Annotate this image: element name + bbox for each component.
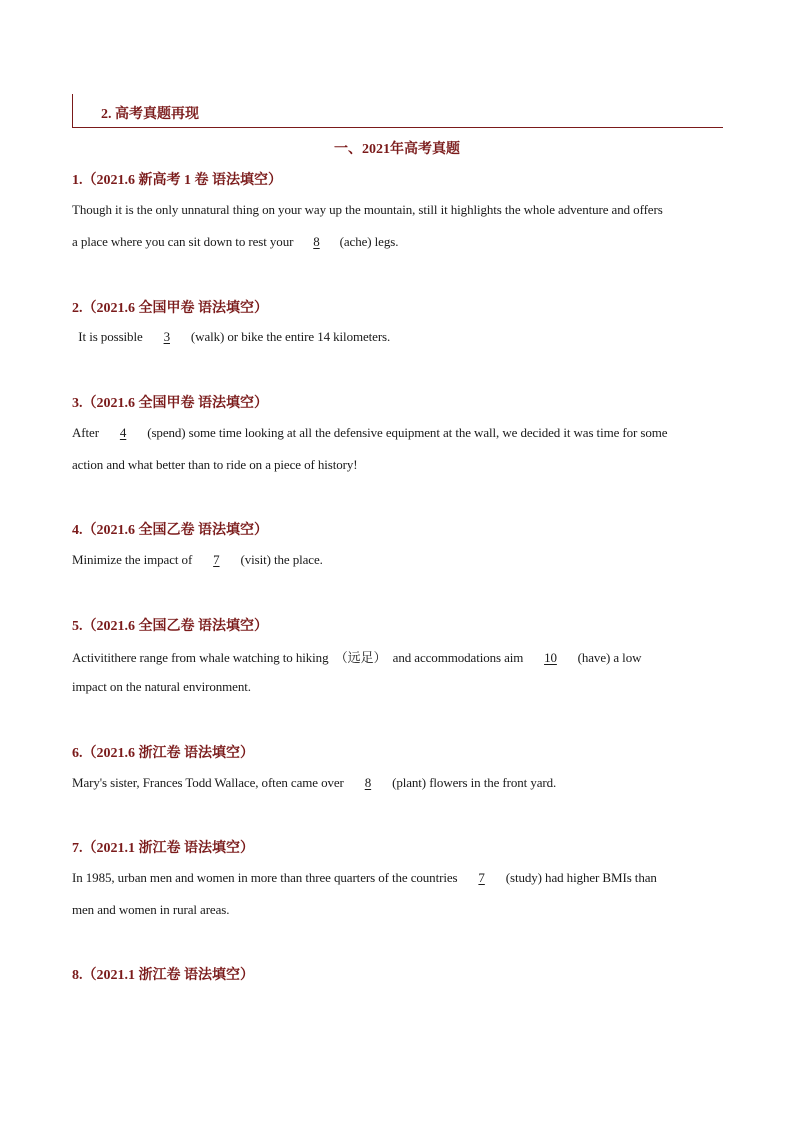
question-5-text-3: impact on the natural environment. <box>72 679 251 694</box>
question-4-text-2: (visit) the place. <box>237 552 323 567</box>
question-5-text: Activitithere range from whale watching to hiking （远足） and accommodations aim <box>72 650 527 665</box>
question-3-text-2: (spend) some time looking at all the defensive equipment at the wall, we decided it was time for some <box>144 425 668 440</box>
question-1-line-2 <box>72 234 398 250</box>
question-3-blank: 4 <box>119 425 127 440</box>
question-2-text: It is possible <box>72 329 146 344</box>
question-7-line-1 <box>72 870 657 886</box>
question-6-text: Mary's sister, Frances Todd Wallace, often came over <box>72 775 347 790</box>
question-7-text-3: men and women in rural areas. <box>72 902 230 917</box>
question-5-line-2 <box>72 679 251 695</box>
question-1-heading: 1.（2021.6 新高考 1 卷 语法填空） <box>72 173 282 188</box>
question-1-blank: 8 <box>313 234 320 249</box>
question-5-text-2: (have) a low <box>574 650 642 665</box>
question-6-heading: 6.（2021.6 浙江卷 语法填空） <box>72 746 254 761</box>
question-3-line-2 <box>72 457 358 473</box>
question-1-text: Though it is the only unnatural thing on your way up the mountain, still it highlights the whole adventure and offers <box>72 202 663 217</box>
question-4-line-1 <box>72 552 323 568</box>
question-1-text-3: (ache) legs. <box>336 234 399 249</box>
question-7-text-2: (study) had higher BMIs than <box>502 870 657 885</box>
section-header: 2. 高考真题再现 <box>101 107 199 122</box>
question-5-line-1 <box>72 647 641 666</box>
section-header-box <box>72 94 723 128</box>
question-3-heading: 3.（2021.6 全国甲卷 语法填空） <box>72 396 268 411</box>
question-3-text: After <box>72 425 103 440</box>
sub-title: 一、2021年高考真题 <box>334 142 460 157</box>
question-5-blank: 10 <box>544 650 557 665</box>
question-4-heading: 4.（2021.6 全国乙卷 语法填空） <box>72 523 268 538</box>
question-1-text-2: a place where you can sit down to rest your <box>72 234 297 249</box>
question-7-text: In 1985, urban men and women in more than three quarters of the countries <box>72 870 461 885</box>
question-6-blank: 8 <box>364 775 372 790</box>
question-8-heading: 8.（2021.1 浙江卷 语法填空） <box>72 968 254 983</box>
question-5-heading: 5.（2021.6 全国乙卷 语法填空） <box>72 619 268 634</box>
question-3-text-3: action and what better than to ride on a piece of history! <box>72 457 358 472</box>
question-7-heading: 7.（2021.1 浙江卷 语法填空） <box>72 841 254 856</box>
question-3-line-1 <box>72 425 667 441</box>
question-1-line-1 <box>72 202 663 218</box>
question-4-text: Minimize the impact of <box>72 552 196 567</box>
question-7-line-2 <box>72 902 229 918</box>
question-7-blank: 7 <box>478 870 485 885</box>
question-2-text-2: (walk) or bike the entire 14 kilometers. <box>187 329 391 344</box>
question-4-blank: 7 <box>213 552 220 567</box>
question-2-line-1 <box>72 329 390 345</box>
question-6-line-1 <box>72 775 556 791</box>
question-2-blank: 3 <box>163 329 170 344</box>
question-6-text-2: (plant) flowers in the front yard. <box>388 775 557 790</box>
question-2-heading: 2.（2021.6 全国甲卷 语法填空） <box>72 301 268 316</box>
